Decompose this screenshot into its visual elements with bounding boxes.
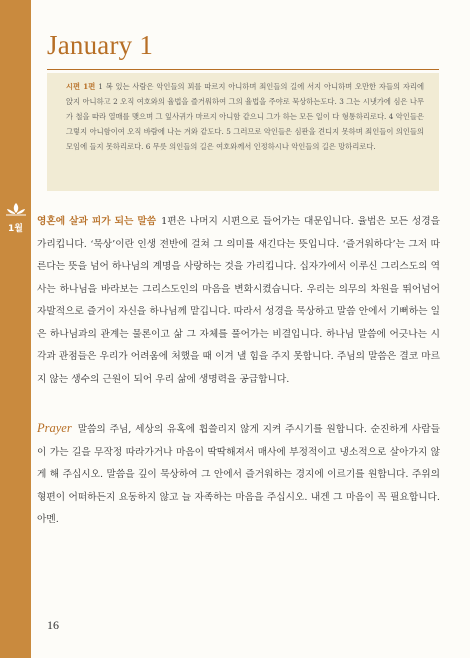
prayer-section (37, 417, 440, 532)
meditation-heading: 영혼에 살과 피가 되는 말씀 (37, 216, 157, 227)
title-rule (47, 69, 439, 70)
psalm-label: 시편 1편 (66, 82, 96, 91)
psalm-passage (66, 79, 424, 154)
chapter-tab (0, 202, 31, 240)
psalm-text: 1 복 있는 사람은 악인들의 꾀를 따르지 아니하며 죄인들의 길에 서지 아니하며 오만한 자들의 자리에 앉지 아니하고 2 오직 여호와의 율법을 즐거워하여 그의 율법을 주야로 묵상하는도다. 3 그는 시냇가에 심은 나무가 철을 따라 열매를 맺으며 그 잎사귀가 마르지 아니함 같으니 그가 하는 모든 일이 다 형통하리로다. 4 악인들은 그렇지 아니함이여 오직 바람에 나는 겨와 같도다. 5 그러므로 악인들은 심판을 견디지 못하며 죄인들이 의인들의 모임에 들지 못하리로다. 6 무릇 의인들의 길은 여호와께서 인정하시나 악인들의 길은 망하리로다. (66, 82, 424, 152)
meditation-section (37, 211, 440, 391)
chapter-tab-label: 1월 (8, 224, 23, 234)
lotus-icon (5, 202, 27, 216)
prayer-label: Prayer (37, 421, 72, 435)
prayer-text: 말씀의 주님, 세상의 유혹에 휩쓸리지 않게 지켜 주시기를 원합니다. 순진하게 사람들이 가는 길을 무작정 따라가거나 마음이 딱딱해져서 매사에 부정적이고 냉소적으로 살아가지 않게 해 주십시오. 말씀을 깊이 묵상하여 그 안에서 즐거워하는 경지에 이르기를 원합니다. 주위의 형편이 어떠하든지 요동하지 않고 늘 자족하는 마음을 주십시오. 내겐 그 마음이 꼭 필요합니다. 아멘. (37, 424, 440, 525)
page-title: January 1 (47, 30, 154, 60)
side-bar (0, 0, 31, 658)
page-number: 16 (47, 618, 59, 632)
meditation-text: 1편은 나머지 시편으로 들어가는 대문입니다. 율법은 모든 성경을 가리킵니다. ‘묵상’이란 인생 전반에 걸쳐 그 의미를 새긴다는 뜻입니다. ‘즐거워하다’는 그저 따른다는 뜻을 넘어 하나님의 계명을 사랑하는 것을 가리킵니다. 십자가에서 이루신 그리스도의 역사는 하나님을 바라보는 그리스도인의 마음을 변화시켰습니다. 우리는 의무의 차원을 뛰어넘어 자발적으로 즐거이 자신을 하나님께 맡깁니다. 따라서 성경을 묵상하고 말씀 안에서 기뻐하는 일은 하나님과의 관계는 물론이고 삶 그 자체를 풀어가는 비결입니다. 하나님 말씀에 어긋나는 시각과 관점들은 우리가 어려움에 처했을 때 이겨 낼 힘을 주지 못합니다. 주님의 말씀은 결코 마르지 않는 생수의 근원이 되어 우리 삶에 생명력을 공급합니다. (37, 216, 440, 385)
